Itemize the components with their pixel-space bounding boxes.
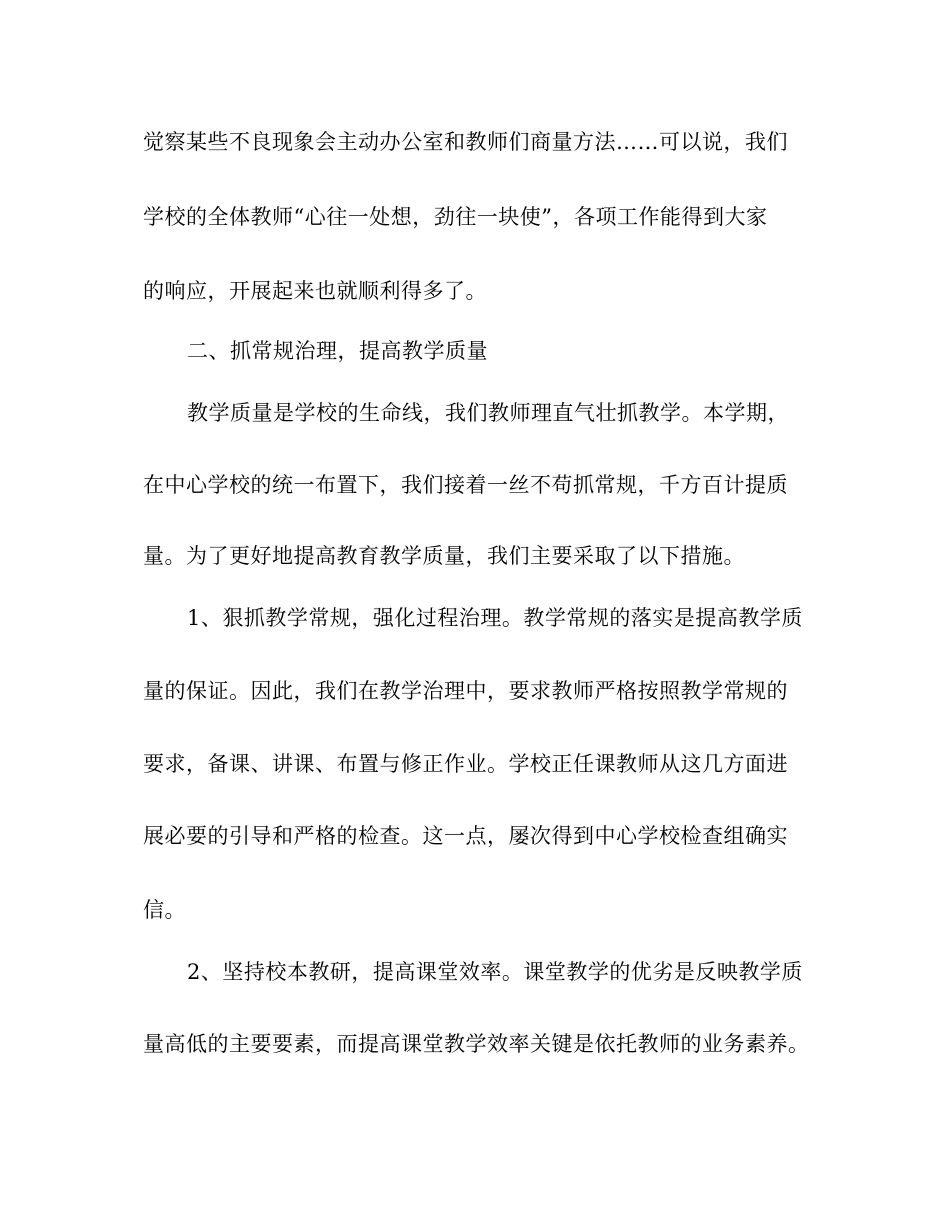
paragraph-line: 展必要的引导和严格的检查。这一点，屡次得到中心学校检查组确实 [143,824,788,848]
paragraph-line: 信。 [143,898,186,922]
paragraph-line: 要求，备课、讲课、布置与修正作业。学校正任课教师从这几方面进 [143,752,788,776]
paragraph-line: 在中心学校的统一布置下，我们接着一丝不苟抓常规，千方百计提质 [143,473,788,497]
paragraph-line: 1、狠抓教学常规，强化过程治理。教学常规的落实是提高教学质 [187,606,803,630]
paragraph-line: 的响应，开展起来也就顺利得多了。 [143,279,487,303]
paragraph-line: 觉察某些不良现象会主动办公室和教师们商量方法……可以说，我们 [143,130,788,154]
paragraph-line: 2、坚持校本教研，提高课堂效率。课堂教学的优劣是反映教学质 [187,960,803,984]
paragraph-line: 量的保证。因此，我们在教学治理中，要求教师严格按照教学常规的 [143,679,788,703]
paragraph-line: 量高低的主要要素，而提高课堂教学效率关键是依托教师的业务素养。 [143,1032,810,1056]
paragraph-line: 教学质量是学校的生命线，我们教师理直气壮抓教学。本学期， [187,401,789,425]
paragraph-line: 学校的全体教师“心往一处想，劲往一块使”，各项工作能得到大家 [143,205,768,229]
section-heading: 二、抓常规治理，提高教学质量 [187,339,488,363]
paragraph-line: 量。为了更好地提高教育教学质量，我们主要采取了以下措施。 [143,544,745,568]
